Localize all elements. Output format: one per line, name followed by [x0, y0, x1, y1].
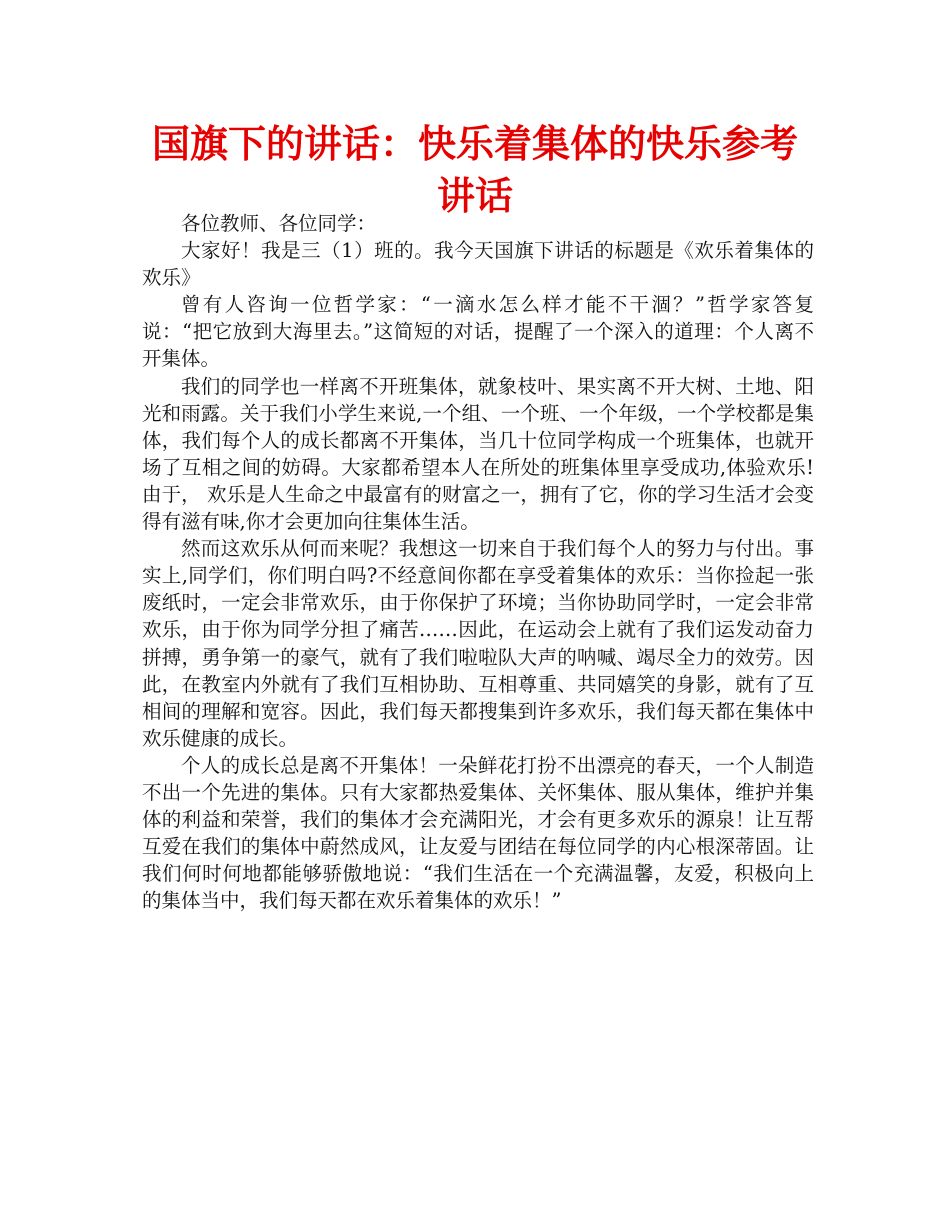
paragraph-philosopher: 曾有人咨询一位哲学家：“一滴水怎么样才能不干涸？”哲学家答复说：“把它放到大海里去。”这简短的对话，提醒了一个深入的道理：个人离不开集体。 [142, 293, 814, 371]
paragraph-greeting: 各位教师、各位同学： [181, 212, 377, 235]
paragraph-introduction: 大家好！我是三（1）班的。我今天国旗下讲话的标题是《欢乐着集体的欢乐》 [142, 239, 814, 290]
paragraph-source-of-joy: 然而这欢乐从何而来呢？我想这一切来自于我们每个人的努力与付出。事实上,同学们，你们明白吗?不经意间你都在享受着集体的欢乐：当你捡起一张废纸时，一定会非常欢乐，由于你保护了环境；当你协助同学时，一定会非常欢乐，由于你为同学分担了痛苦……因此，在运动会上就有了我们运发动奋力拼搏，勇争第一的豪气，就有了我们啦啦队大声的呐喊、竭尽全力的效劳。因此，在教室内外就有了我们互相协助、互相尊重、共同嬉笑的身影，就有了互相间的理解和宽容。因此，我们每天都搜集到许多欢乐，我们每天都在集体中欢乐健康的成长。 [142, 537, 814, 750]
document-body [142, 210, 814, 914]
document-title: 国旗下的讲话：快乐着集体的快乐参考讲话 [151, 122, 798, 218]
paragraph-class-collective: 我们的同学也一样离不开班集体，就象枝叶、果实离不开大树、土地、阳光和雨露。关于我们小学生来说,一个组、一个班、一个年级，一个学校都是集体，我们每个人的成长都离不开集体，当几十位同学构成一个班集体，也就开场了互相之间的妨碍。大家都希望本人在所处的班集体里享受成功,体验欢乐!由于， 欢乐是人生命之中最富有的财富之一，拥有了它，你的学习生活才会变得有滋有味,你才会更加向往集体生活。 [142, 374, 814, 534]
paragraph-conclusion: 个人的成长总是离不开集体！一朵鲜花打扮不出漂亮的春天，一个人制造不出一个先进的集体。只有大家都热爱集体、关怀集体、服从集体，维护并集体的利益和荣誉，我们的集体才会充满阳光，才会有更多欢乐的源泉！让互帮互爱在我们的集体中蔚然成风，让友爱与团结在每位同学的内心根深蒂固。让我们何时何地都能够骄傲地说：“我们生活在一个充满温馨，友爱，积极向上的集体当中，我们每天都在欢乐着集体的欢乐！” [142, 753, 814, 913]
